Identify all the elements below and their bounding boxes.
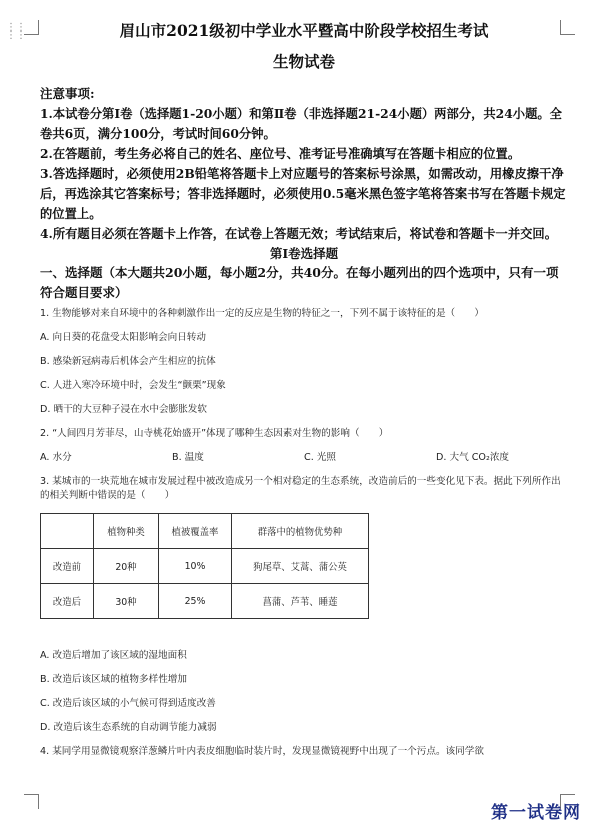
question-2-option-c: C. 光照 — [304, 452, 336, 463]
question-1-option-c: C. 人进入寒冷环境中时，会发生“颤栗”现象 — [40, 380, 226, 391]
document-page — [40, 18, 568, 769]
note-item-2: 2.在答题前，考生务必将自己的姓名、座位号、准考证号准确填写在答题卡相应的位置。 — [40, 146, 521, 161]
table-row — [41, 549, 369, 584]
table-header-row — [41, 514, 369, 549]
note-item-3: 3.答选择题时，必须使用2B铅笔将答题卡上对应题号的答案标号涂黑，如需改动，用橡皮擦干净后，再选涂其它答案标号；答非选择题时，必须使用0.5毫米黑色签字笔将答案书写在答题卡规定的位置上。 — [40, 166, 566, 221]
table-header-cell — [41, 514, 94, 549]
question-3-stem: 3. 某城市的一块荒地在城市发展过程中被改造成另一个相对稳定的生态系统，改造前后的一些变化见下表。据此下列所作出的相关判断中错误的是（ ） — [40, 476, 561, 501]
question-2-options — [40, 451, 568, 465]
question-2-option-b: B. 温度 — [172, 452, 204, 463]
question-2-option-a: A. 水分 — [40, 452, 72, 463]
question-1-option-d: D. 晒干的大豆种子浸在水中会膨胀发软 — [40, 404, 207, 415]
question-1-option-b: B. 感染新冠病毒后机体会产生相应的抗体 — [40, 356, 216, 367]
question-3-option-c: C. 改造后该区域的小气候可得到适度改善 — [40, 698, 216, 709]
table-cell: 20种 — [94, 549, 159, 584]
table-row — [41, 584, 369, 619]
exam-subtitle: 生物试卷 — [272, 52, 335, 71]
table-header-cell: 植物种类 — [94, 514, 159, 549]
question-3-option-a: A. 改造后增加了该区域的湿地面积 — [40, 650, 187, 661]
watermark-logo: 第一试卷网 — [491, 803, 581, 823]
question-3-table — [40, 513, 369, 619]
question-4-stem: 4. 某同学用显微镜观察洋葱鳞片叶内表皮细胞临时装片时，发现显微镜视野中出现了一个污点。该同学欲 — [40, 746, 484, 757]
table-cell: 菖蒲、芦苇、睡莲 — [232, 584, 369, 619]
exam-title: 眉山市2021级初中学业水平暨高中阶段学校招生考试 — [119, 21, 489, 40]
table-header-cell: 群落中的植物优势种 — [232, 514, 369, 549]
table-header-cell: 植被覆盖率 — [159, 514, 232, 549]
note-item-4: 4.所有题目必须在答题卡上作答，在试卷上答题无效；考试结束后，将试卷和答题卡一并交回。 — [40, 226, 558, 241]
section-intro: 一、选择题（本大题共20小题，每小题2分，共40分。在每小题列出的四个选项中，只有一项符合题目要求） — [40, 265, 559, 300]
table-cell: 狗尾草、艾蒿、蒲公英 — [232, 549, 369, 584]
question-2-stem: 2. “人间四月芳菲尽，山寺桃花始盛开”体现了哪种生态因素对生物的影响（ ） — [40, 428, 389, 439]
page-corner-mark-top-left — [24, 20, 39, 35]
question-3-option-b: B. 改造后该区域的植物多样性增加 — [40, 674, 187, 685]
question-3-option-d: D. 改造后该生态系统的自动调节能力减弱 — [40, 722, 217, 733]
notes-heading: 注意事项: — [40, 86, 95, 101]
section-title: 第Ⅰ卷选择题 — [269, 246, 339, 261]
table-cell: 10% — [159, 549, 232, 584]
page-corner-mark-bottom-left — [24, 794, 39, 809]
table-cell: 改造后 — [41, 584, 94, 619]
question-2-option-d: D. 大气 CO₂浓度 — [436, 452, 510, 463]
table-cell: 25% — [159, 584, 232, 619]
question-1-option-a: A. 向日葵的花盘受太阳影响会向日转动 — [40, 332, 206, 343]
drag-handle-icon[interactable]: ⋮⋮ ⋮⋮ — [6, 22, 26, 41]
table-cell: 30种 — [94, 584, 159, 619]
table-cell: 改造前 — [41, 549, 94, 584]
question-1-stem: 1. 生物能够对来自环境中的各种刺激作出一定的反应是生物的特征之一，下列不属于该特征的是（ ） — [40, 308, 484, 319]
note-item-1: 1.本试卷分第Ⅰ卷（选择题1-20小题）和第Ⅱ卷（非选择题21-24小题）两部分，共24小题。全卷共6页，满分100分，考试时间60分钟。 — [40, 106, 562, 141]
